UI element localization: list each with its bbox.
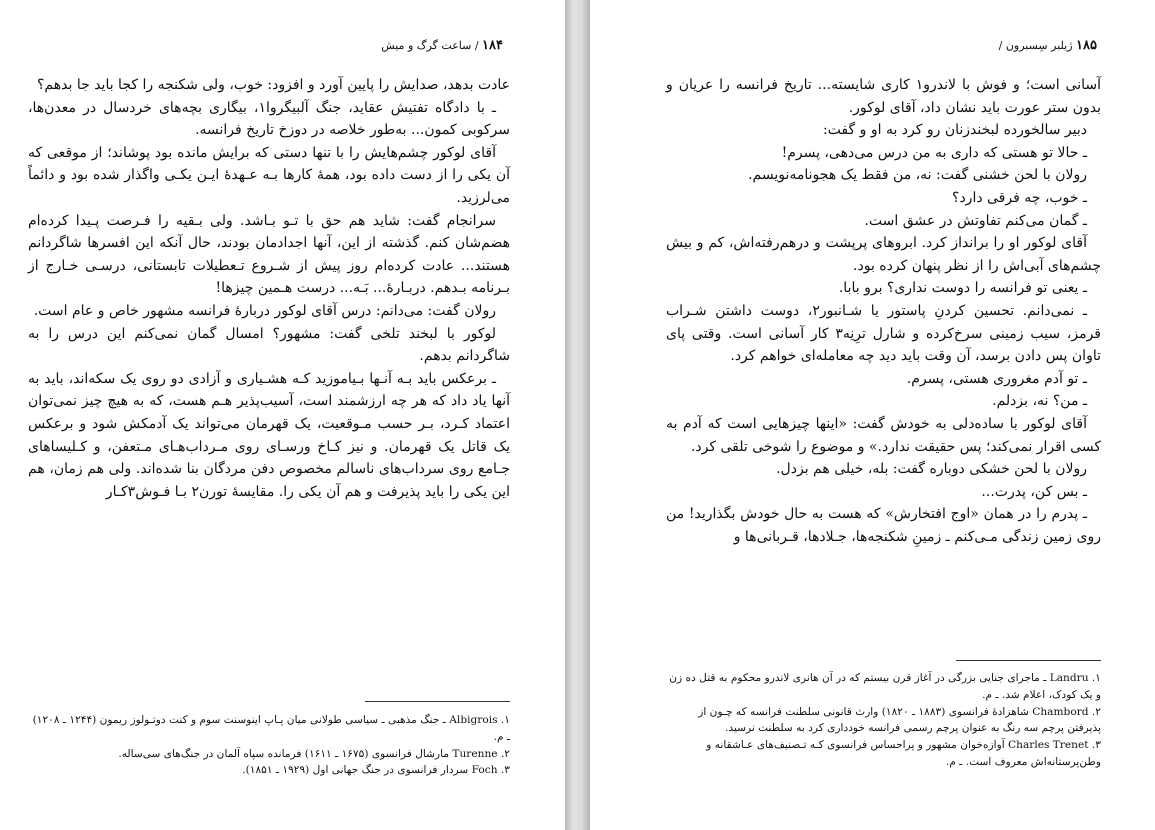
page-number: ۱۸۵ bbox=[1076, 38, 1097, 53]
paragraph: ـ حالا تو هستی که داری به من درس می‌دهی، پسرم! bbox=[781, 144, 1087, 161]
paragraph: ـ گمان می‌کنم تفاوتش در عشق است. bbox=[864, 212, 1087, 229]
footnotes bbox=[666, 670, 1101, 771]
running-title: / ساعت گرگ و میش bbox=[381, 39, 479, 52]
footnote: ۱. Albigrois ـ جنگ مذهبی ـ سیاسی طولانی میان پـاپ اینوسنت سوم و کنت دوتـولوز ریمون (۱۲۴۴ ـ ۱۲۰۸) ـ م. bbox=[32, 714, 510, 743]
paragraph: ـ با دادگاه تفتیش عقاید، جنگ آلبیگروا۱، بیگاری بچه‌های خردسال در معدن‌ها، سرکوبی کمون... به‌طور خلاصه در دوزخ تاریخ فرانسه. bbox=[28, 99, 510, 139]
footnote: ۲. Turenne مارشال فرانسوی (۱۶۷۵ ـ ۱۶۱۱) فرمانده سپاه آلمان در جنگ‌های سی‌ساله. bbox=[118, 747, 510, 760]
paragraph: ـ یعنی تو فرانسه را دوست نداری؟ برو بابا. bbox=[838, 280, 1087, 297]
page-185 bbox=[590, 0, 1155, 830]
page-gutter bbox=[565, 0, 590, 830]
paragraph: دبیر سالخورده لبخندزنان رو کرد به او و گفت: bbox=[822, 122, 1087, 139]
paragraph: آقای لوکور با ساده‌دلی به خودش گفت: «اینها چیزهایی است که آدم به کسی اقرار نمی‌کند؛ پس حقیقت ندارد.» و موضوع را شوخی تلقی کرد. bbox=[666, 415, 1101, 455]
paragraph: سرانجام گفت: شاید هم حق با تـو بـاشد. ولی بـقیه را فـرصت پـیدا کرده‌ام هضم‌شان کنم. گذشته از این، آنها اجدادمان بودند، حال آنکه این افسرها شاگردانم هستند... عادت کرده‌ام روز پیش از شـروع تـعطیلات تابستانی، درسـی خـارج از بـرنامه بـدهم. دربـارهٔ... بَـه... درست هـمین چیزها! bbox=[28, 212, 510, 297]
paragraph: رولان با لحن خشکی دوباره گفت: بله، خیلی هم بزدل. bbox=[776, 461, 1087, 478]
footnote: ۲. Chambord شاهزادهٔ فرانسوی (۱۸۸۳ ـ ۱۸۲۰) وارث قانونی سلطنت فرانسه که چـون از پذیرفتن پرچم سه رنگ به عنوان پرچم رسمی فرانسه خودداری کرد به سلطنت نرسید. bbox=[698, 705, 1101, 735]
body-text bbox=[28, 74, 510, 503]
paragraph: ـ تو آدم مغروری هستی، پسرم. bbox=[906, 370, 1087, 387]
paragraph: ـ برعکس باید بـه آنـها بـیاموزید کـه هشـیاری و آزادی دو روی یک سکه‌اند، باید به آنها یاد داد که هر چه ارزشمند است، آسیب‌پذیر هـم هست، که به هیچ چیز نمی‌توان اعتماد کـرد، بـر حسب مـوقعیت، یک قهرمان می‌تواند یک آدمکش شود و برعکس یک قاتل یک قهرمان. و نیز کـاخ ورسـای روی مـرداب‌هـای مـتعفن، و کـلیساهای جـامع روی سرداب‌های ناسالم مخصوص دفن مردگان بنا شده‌اند. ولی هم زمان، هم این یکی را باید پذیرفت و هم آن یکی را. مقایسهٔ تورن۲ بـا فـوش۳کـار bbox=[28, 370, 510, 500]
page-header bbox=[0, 38, 565, 58]
paragraph: آسانی است؛ و فوش با لاندرو۱ کاری شایسته... تاریخ فرانسه را عریان و بدون ستر عورت باید نشان داد، آقای لوکور. bbox=[666, 77, 1101, 116]
paragraph: لوکور با لبخند تلخی گفت: مشهور؟ امسال گمان نمی‌کنم این درس را به شاگردانم بدهم. bbox=[28, 325, 510, 365]
paragraph: ـ بس کن، پدرت... bbox=[981, 483, 1087, 500]
body-text bbox=[666, 74, 1101, 548]
paragraph: رولان با لحن خشنی گفت: نه، من فقط یک هجونامه‌نویسم. bbox=[748, 167, 1087, 184]
page-number: ۱۸۴ bbox=[482, 38, 503, 53]
footnote: ۳. Charles Trenet آوازه‌خوان مشهور و پراحساس فرانسوی کـه تـصنیف‌های عـاشقانه و وطن‌پرستانه‌اش معروف است. ـ م. bbox=[706, 739, 1101, 768]
paragraph: آقای لوکور او را برانداز کرد. ابروهای پرپشت و درهم‌رفته‌اش، کم و بیش چشم‌های آبی‌اش را از نظر پنهان کرده بود. bbox=[666, 235, 1101, 274]
footnote: ۳. Foch سردار فرانسوی در جنگ جهانی اول (۱۹۲۹ ـ ۱۸۵۱). bbox=[242, 764, 510, 777]
footnote: ۱. Landru ـ ماجرای جنایی بزرگی در آغاز قرن بیستم که در آن هانری لاندرو محکوم به قتل ده زن و یک کودک، اعلام شد. ـ م. bbox=[669, 672, 1101, 701]
page-header bbox=[590, 38, 1155, 58]
page-184 bbox=[0, 0, 565, 830]
paragraph: ـ نمی‌دانم. تحسین کردنِ پاستور یا شـانبور۲، دوست داشتن شـراب قرمز، سیب زمینی سرخ‌کرده و شارل ترِنِه۳ کار آسانی است. وقتی پای تاوان پس دادن برسد، آن وقت باید دید چه معامله‌ای خواهم کرد. bbox=[666, 302, 1101, 365]
paragraph: ـ من؟ نه، بزدلم. bbox=[992, 393, 1087, 410]
footnote-divider bbox=[956, 660, 1101, 661]
paragraph: عادت بدهد، صدایش را پایین آورد و افزود: خوب، ولی شکنجه را کجا باید جا بدهم؟ bbox=[37, 77, 510, 93]
paragraph: رولان گفت: می‌دانم: درس آقای لوکور دربارهٔ فرانسه مشهور خاص و عام است. bbox=[33, 302, 496, 319]
footnotes bbox=[30, 712, 510, 779]
paragraph: آقای لوکور چشم‌هایش را با تنها دستی که برایش مانده بود پوشاند؛ از موقعی که آن یکی را از دست داده بود، همهٔ کارها بـه عـهدهٔ ایـن یکـی واگذار شده بود و دائماً می‌لرزید. bbox=[28, 144, 510, 206]
paragraph: ـ پدرم را در همان «اوج افتخارش» که هست به حال خودش بگذارید! من روی زمین زندگی مـی‌کنم ـ زمینِ شکنجه‌ها، جـلادها، قـربانی‌ها و bbox=[666, 506, 1101, 545]
running-title: ژیلبر سِسبرون / bbox=[998, 39, 1073, 52]
footnote-divider bbox=[365, 701, 510, 702]
paragraph: ـ خوب، چه فرقی دارد؟ bbox=[952, 189, 1087, 206]
